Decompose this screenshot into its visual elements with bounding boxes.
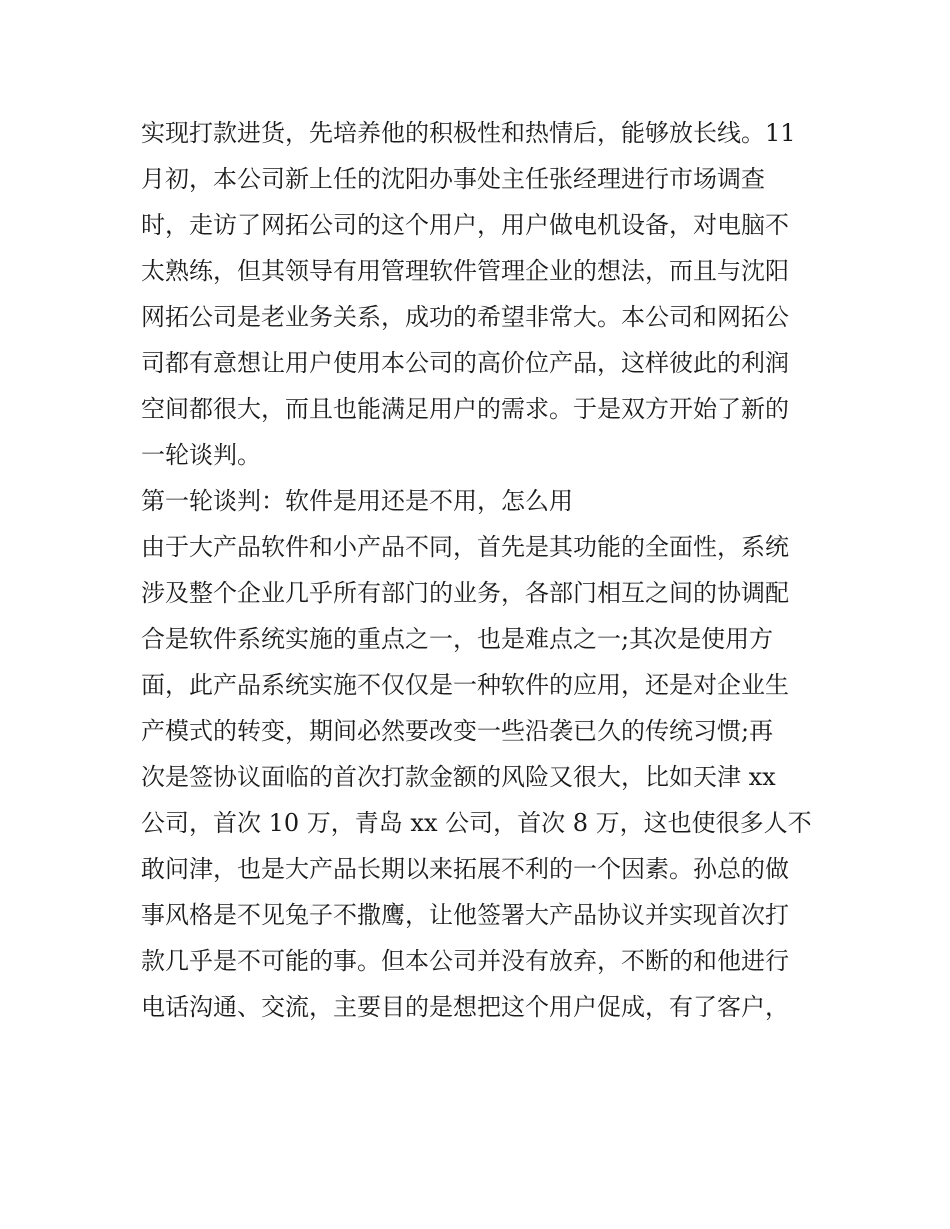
text-line: 电话沟通、交流，主要目的是想把这个用户促成，有了客户， xyxy=(141,993,789,1021)
text-line: 产模式的转变，期间必然要改变一些沿袭已久的传统习惯;再 xyxy=(141,717,774,745)
text-line: 公司，首次 10 万，青岛 xx 公司，首次 8 万，这也使很多人不 xyxy=(141,809,812,837)
text-line: 太熟练，但其领导有用管理软件管理企业的想法，而且与沈阳 xyxy=(141,257,789,285)
text-line: 次是签协议面临的首次打款金额的风险又很大，比如天津 xx xyxy=(141,763,776,791)
text-line: 网拓公司是老业务关系，成功的希望非常大。本公司和网拓公 xyxy=(141,303,789,331)
text-line: 事风格是不见兔子不撒鹰，让他签署大产品协议并实现首次打 xyxy=(141,901,789,929)
text-line: 敢问津，也是大产品长期以来拓展不利的一个因素。孙总的做 xyxy=(141,855,789,883)
document-body xyxy=(141,110,821,1030)
text-line: 时，走访了网拓公司的这个用户，用户做电机设备，对电脑不 xyxy=(141,211,789,239)
text-line: 款几乎是不可能的事。但本公司并没有放弃，不断的和他进行 xyxy=(141,947,789,975)
text-line: 面，此产品系统实施不仅仅是一种软件的应用，还是对企业生 xyxy=(141,671,789,699)
text-line: 月初，本公司新上任的沈阳办事处主任张经理进行市场调查 xyxy=(141,165,765,193)
text-line: 空间都很大，而且也能满足用户的需求。于是双方开始了新的 xyxy=(141,395,789,423)
text-line: 一轮谈判。 xyxy=(141,441,261,469)
section-heading: 第一轮谈判：软件是用还是不用，怎么用 xyxy=(141,487,573,515)
text-line: 合是软件系统实施的重点之一，也是难点之一;其次是使用方 xyxy=(141,625,774,653)
text-line: 司都有意想让用户使用本公司的高价位产品，这样彼此的利润 xyxy=(141,349,789,377)
text-line: 由于大产品软件和小产品不同，首先是其功能的全面性，系统 xyxy=(141,533,789,561)
text-line: 涉及整个企业几乎所有部门的业务，各部门相互之间的协调配 xyxy=(141,579,789,607)
text-line: 实现打款进货，先培养他的积极性和热情后，能够放长线。11 xyxy=(141,119,796,147)
